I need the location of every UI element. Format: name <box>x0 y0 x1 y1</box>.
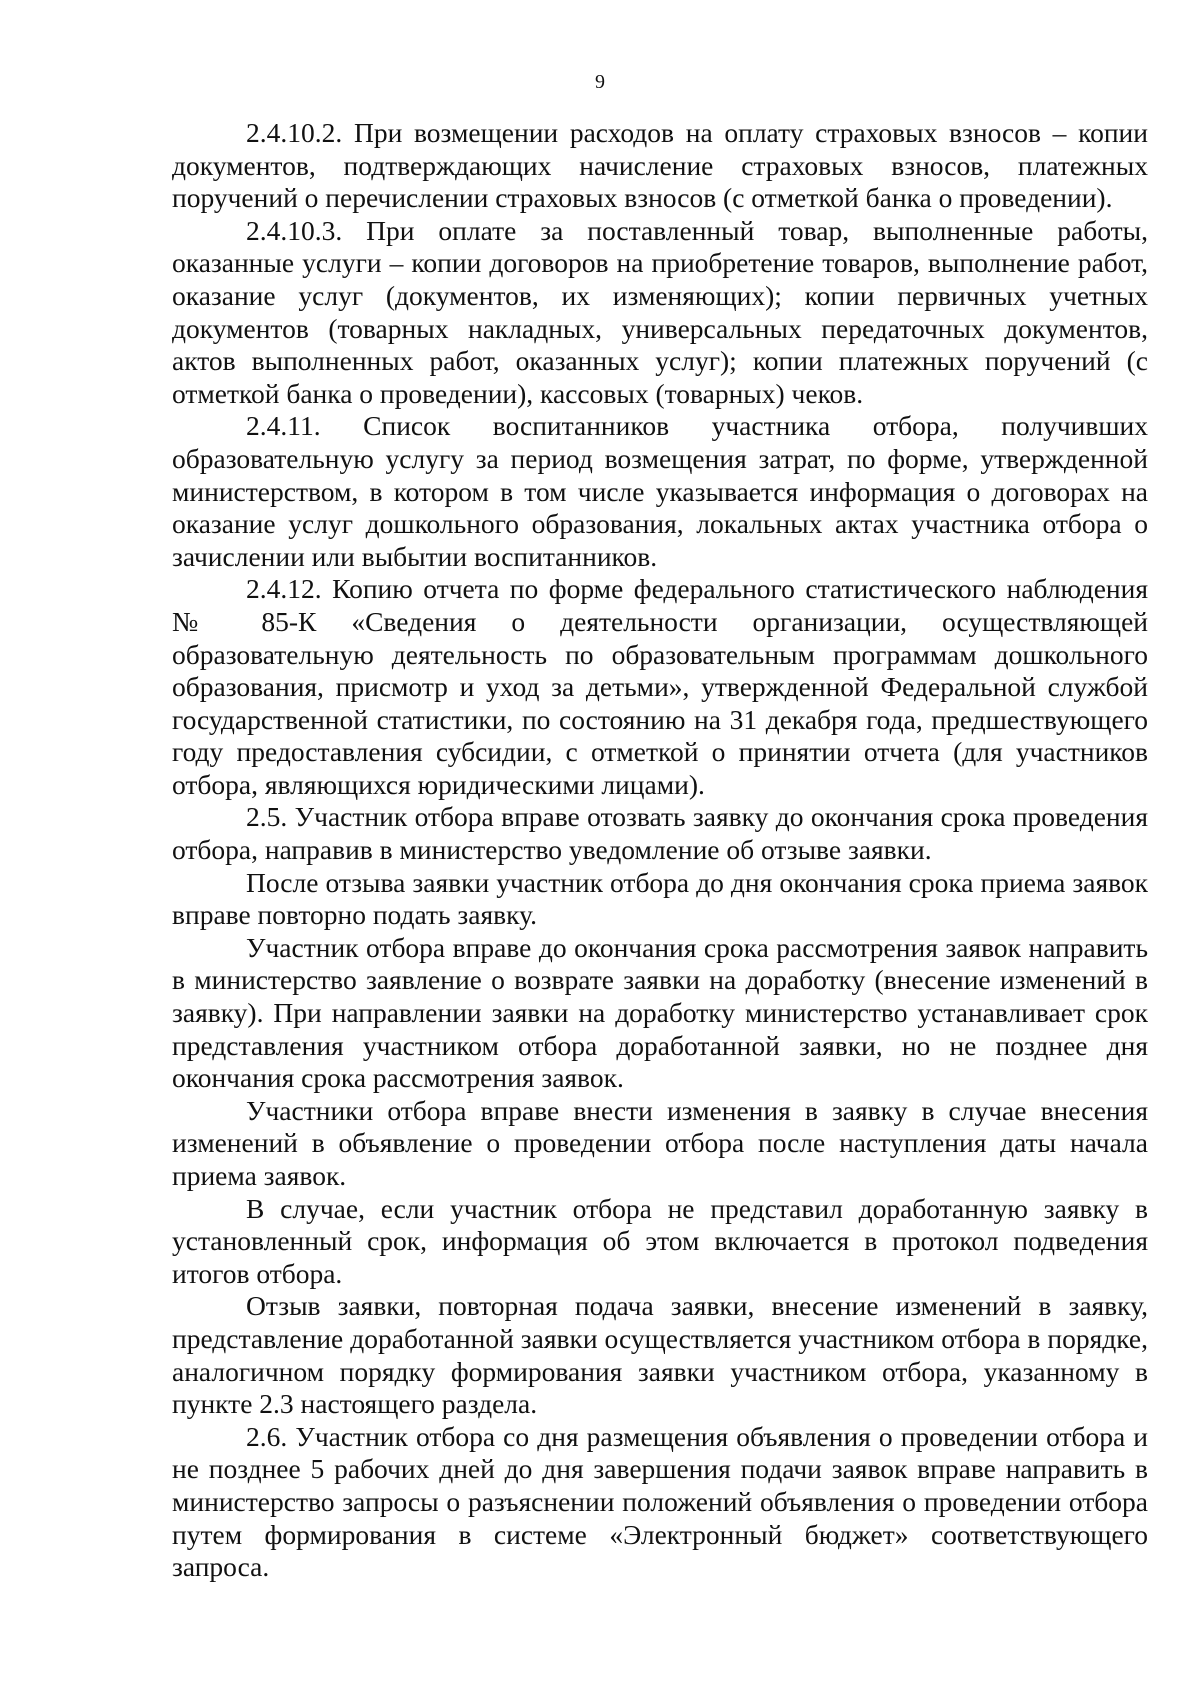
paragraph-2-6: 2.6. Участник отбора со дня размещения объявления о проведении отбора и не позднее 5 рабочих дней до дня завершения подачи заявок вправе направить в министерство запросы о разъяснении положений объявления о проведении отбора путем формирования в системе «Электронный бюджет» соответствующего запроса. <box>172 1420 1148 1583</box>
paragraph-2-5: 2.5. Участник отбора вправе отозвать заявку до окончания срока проведения отбора, направив в министерство уведомление об отзыве заявки. <box>172 801 1148 866</box>
paragraph-2-4-10-2: 2.4.10.2. При возмещении расходов на оплату страховых взносов – копии документов, подтверждающих начисление страховых взносов, платежных поручений о перечислении страховых взносов (с отметкой банка о проведении). <box>172 117 1148 214</box>
paragraph-amendments: Участники отбора вправе внести изменения в заявку в случае внесения изменений в объявление о проведении отбора после наступления даты начала приема заявок. <box>172 1094 1148 1191</box>
paragraph-withdrawal-resubmission: После отзыва заявки участник отбора до дня окончания срока приема заявок вправе повторно подать заявку. <box>172 866 1148 931</box>
paragraph-return-for-revision: Участник отбора вправе до окончания срока рассмотрения заявок направить в министерство заявление о возврате заявки на доработку (внесение изменений в заявку). При направлении заявки на доработку министерство устанавливает срок представления участником отбора доработанной заявки, но не позднее дня окончания срока рассмотрения заявок. <box>172 931 1148 1094</box>
paragraph-procedure: Отзыв заявки, повторная подача заявки, внесение изменений в заявку, представление доработанной заявки осуществляется участником отбора в порядке, аналогичном порядку формирования заявки участником отбора, указанному в пункте 2.3 настоящего раздела. <box>172 1290 1148 1420</box>
paragraph-2-4-12: 2.4.12. Копию отчета по форме федерального статистического наблюдения № 85-К «Сведения о деятельности организации, осуществляющей образовательную деятельность по образовательным программам дошкольного образования, присмотр и уход за детьми», утвержденной Федеральной службой государственной статистики, по состоянию на 31 декабря года, предшествующего году предоставления субсидии, с отметкой о принятии отчета (для участников отбора, являющихся юридическими лицами). <box>172 573 1148 800</box>
paragraph-2-4-10-3: 2.4.10.3. При оплате за поставленный товар, выполненные работы, оказанные услуги – копии договоров на приобретение товаров, выполнение работ, оказание услуг (документов, их изменяющих); копии первичных учетных документов (товарных накладных, универсальных передаточных документов, актов выполненных работ, оказанных услуг); копии платежных поручений (с отметкой банка о проведении), кассовых (товарных) чеков. <box>172 214 1148 409</box>
page-number: 9 <box>595 71 605 93</box>
paragraph-not-submitted-revision: В случае, если участник отбора не представил доработанную заявку в установленный срок, информация об этом включается в протокол подведения итогов отбора. <box>172 1192 1148 1289</box>
document-body <box>172 117 1148 1584</box>
paragraph-2-4-11: 2.4.11. Список воспитанников участника отбора, получивших образовательную услугу за период возмещения затрат, по форме, утвержденной министерством, в котором в том числе указывается информация о договорах на оказание услуг дошкольного образования, локальных актах участника отбора о зачислении или выбытии воспитанников. <box>172 410 1148 572</box>
